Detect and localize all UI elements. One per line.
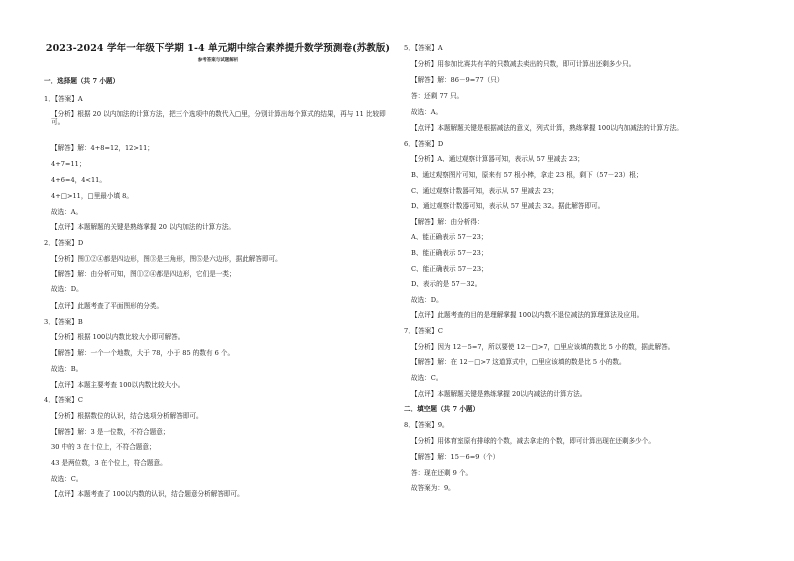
right-column-line: 8．【答案】9。 [404,421,449,429]
right-column-line: 【点评】本题解题关键是熟练掌握 20以内减法的计算方法。 [411,390,587,398]
document-title: 2023-2024 学年一年级下学期 1-4 单元期中综合素养提升数学预测卷(苏教版) [45,43,391,54]
right-column-line: 【分析】因为 12－5=7，所以要使 12－□>7，□里应该填的数比 5 小的数，据此解答。 [411,343,675,351]
right-column-line: 故选：C。 [411,374,443,382]
right-column-line: C、通过观察计数器可知，表示从 57 里减去 23； [411,187,558,195]
left-column-line: 43 是两位数，3 在个位上，符合题意。 [51,459,167,467]
left-column-line: 【分析】图①②④都是四边形，图③是三角形，图⑤是六边形，据此解答即可。 [51,255,282,263]
right-column-line: 答：还剩 77 只。 [411,92,464,100]
left-column-line: 故选：A。 [51,208,83,216]
right-column-line: D、表示的是 57－32。 [411,280,482,288]
left-column-line: 【点评】本题考查了 100以内数的认识，结合题意分析解答即可。 [51,490,244,498]
left-column-line: 故选：C。 [51,475,83,483]
right-column-line: 【解答】解：86－9=77（只） [411,76,504,84]
left-column-line: 【分析】根据 20 以内加法的计算方法，把三个选项中的数代入□里，分别计算出每个算式的结果，再与 11 比较即可。 [51,110,386,126]
left-column-line: 一．选择题（共 7 小题） [44,77,120,85]
left-column-line: 故选：D。 [51,285,83,293]
right-column-line: A、能正确表示 57－23； [411,233,488,241]
right-column-line: B、能正确表示 57－23； [411,249,488,257]
right-column-line: 7．【答案】C [404,327,443,335]
left-column-line: 【解答】解：一个一个地数，大于 78，小于 85 的数有 6 个。 [51,349,235,357]
right-column-line: 5．【答案】A [404,44,443,52]
left-column-line: 30 中的 3 在十位上，不符合题意； [51,443,156,451]
left-column-line: 【点评】本题解题的关键是熟练掌握 20 以内加法的计算方法。 [51,223,236,231]
left-column-line: 【点评】此题考查了平面图形的分类。 [51,302,164,310]
left-column-line: 【分析】根据 100以内数比较大小即可解答。 [51,333,185,341]
right-column-line: 二．填空题（共 7 小题） [404,405,480,413]
right-column-line: C、能正确表示 57－23； [411,265,488,273]
left-column-line: 【解答】解：由分析可知，图①②④都是四边形，它们是一类； [51,270,236,278]
right-column-line: 【分析】A、通过观察计算器可知，表示从 57 里减去 23； [411,155,584,163]
right-column-line: 【分析】用参加比赛共有羊的只数减去卖出的只数，即可计算出还剩多少只。 [411,60,636,68]
right-column-line: 答：现在还剩 9 个。 [411,469,473,477]
left-column-line: 4．【答案】C [44,396,83,404]
left-column-line: 【分析】根据数位的认识，结合选项分析解答即可。 [51,412,203,420]
right-column-line: 故答案为：9。 [411,484,455,492]
right-column-line: B、通过观察图片可知，原来有 57 根小棒，拿走 23 根，剩下（57－23）根； [411,171,643,179]
left-column-line: 4+6=4，4<11。 [51,176,106,184]
right-column-line: 【点评】此题考查的目的是理解掌握 100以内数不退位减法的算理算法及应用。 [411,311,644,319]
document-subtitle: 参考答案与试题解析 [197,58,239,63]
right-column-line: 6．【答案】D [404,140,444,148]
right-column-line: 【解答】解：15－6=9（个） [411,453,500,461]
left-column-line: 1．【答案】A [44,95,83,103]
right-column-line: 【分析】用体育室原有排球的个数，减去拿走的个数，即可计算出现在还剩多少个。 [411,437,655,445]
right-column-line: 【解答】解：由分析得： [411,218,484,226]
left-column-line: 3．【答案】B [44,318,83,326]
left-column-line: 【解答】解：3 是一位数，不符合题意； [51,428,170,436]
right-column-line: D、通过观察计数器可知，表示从 57 里减去 32。据此解答即可。 [411,202,605,210]
right-column-line: 故选：D。 [411,296,443,304]
right-column-line: 【解答】解：在 12－□>7 这道算式中，□里应该填的数是比 5 小的数。 [411,358,626,366]
left-column-line: 【解答】解：4+8=12，12>11； [51,144,154,152]
right-column-line: 【点评】本题解题关键是根据减法的意义，列式计算，熟练掌握 100以内加减法的计算方法。 [411,124,683,132]
right-column-line: 故选：A。 [411,108,443,116]
left-column-line: 2．【答案】D [44,239,84,247]
left-column-line: 【点评】本题主要考查 100以内数比较大小。 [51,381,185,389]
left-column-line: 故选：B。 [51,365,83,373]
left-column-line: 4+□>11，□里最小填 8。 [51,192,133,200]
left-column-line: 4+7=11； [51,160,86,168]
